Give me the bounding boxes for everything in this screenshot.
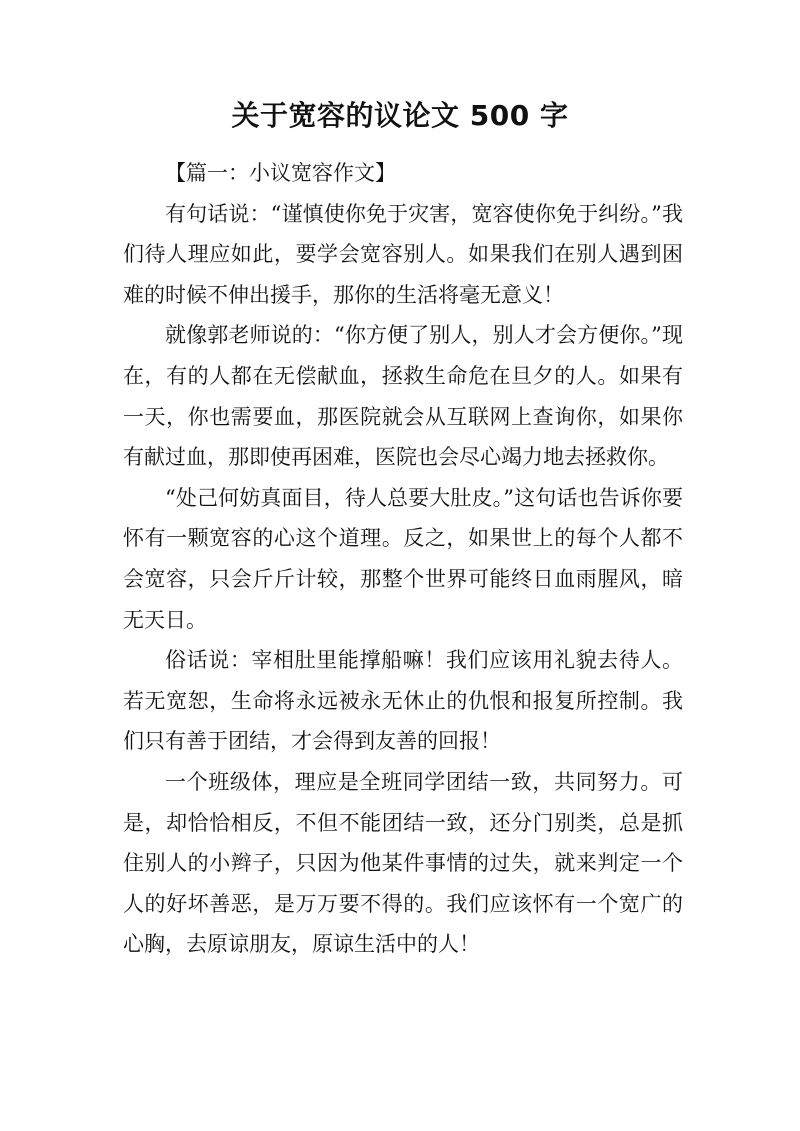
paragraph-2: 就像郭老师说的：“你方便了别人，别人才会方便你。”现在，有的人都在无偿献血，拯救生命危在旦夕的人。如果有一天，你也需要血，那医院就会从互联网上查询你，如果你有献过血，那即使再困难，医院也会尽心竭力地去拯救你。: [123, 323, 683, 470]
paragraph-4: 俗话说：宰相肚里能撑船嘛！我们应该用礼貌去待人。若无宽恕，生命将永远被永无休止的仇恨和报复所控制。我们只有善于团结，才会得到友善的回报！: [123, 648, 683, 754]
paragraph-1: 有句话说：“谨慎使你免于灾害，宽容使你免于纠纷。”我们待人理应如此，要学会宽容别人。如果我们在别人遇到困难的时候不伸出援手，那你的生活将毫无意义！: [123, 201, 683, 307]
paragraph-3: “处己何妨真面目，待人总要大肚皮。”这句话也告诉你要怀有一颗宽容的心这个道理。反之，如果世上的每个人都不会宽容，只会斤斤计较，那整个世界可能终日血雨腥风，暗无天日。: [123, 485, 683, 632]
section-heading: 【篇一：小议宽容作文】: [165, 161, 396, 185]
document-body: [123, 153, 683, 965]
document-title: 关于宽容的议论文 500 字: [231, 99, 569, 132]
paragraph-5: 一个班级体，理应是全班同学团结一致，共同努力。可是，却恰恰相反，不但不能团结一致，还分门别类，总是抓住别人的小辫子，只因为他某件事情的过失，就来判定一个人的好坏善恶，是万万要不得的。我们应该怀有一个宽广的心胸，去原谅朋友，原谅生活中的人！: [123, 769, 683, 957]
